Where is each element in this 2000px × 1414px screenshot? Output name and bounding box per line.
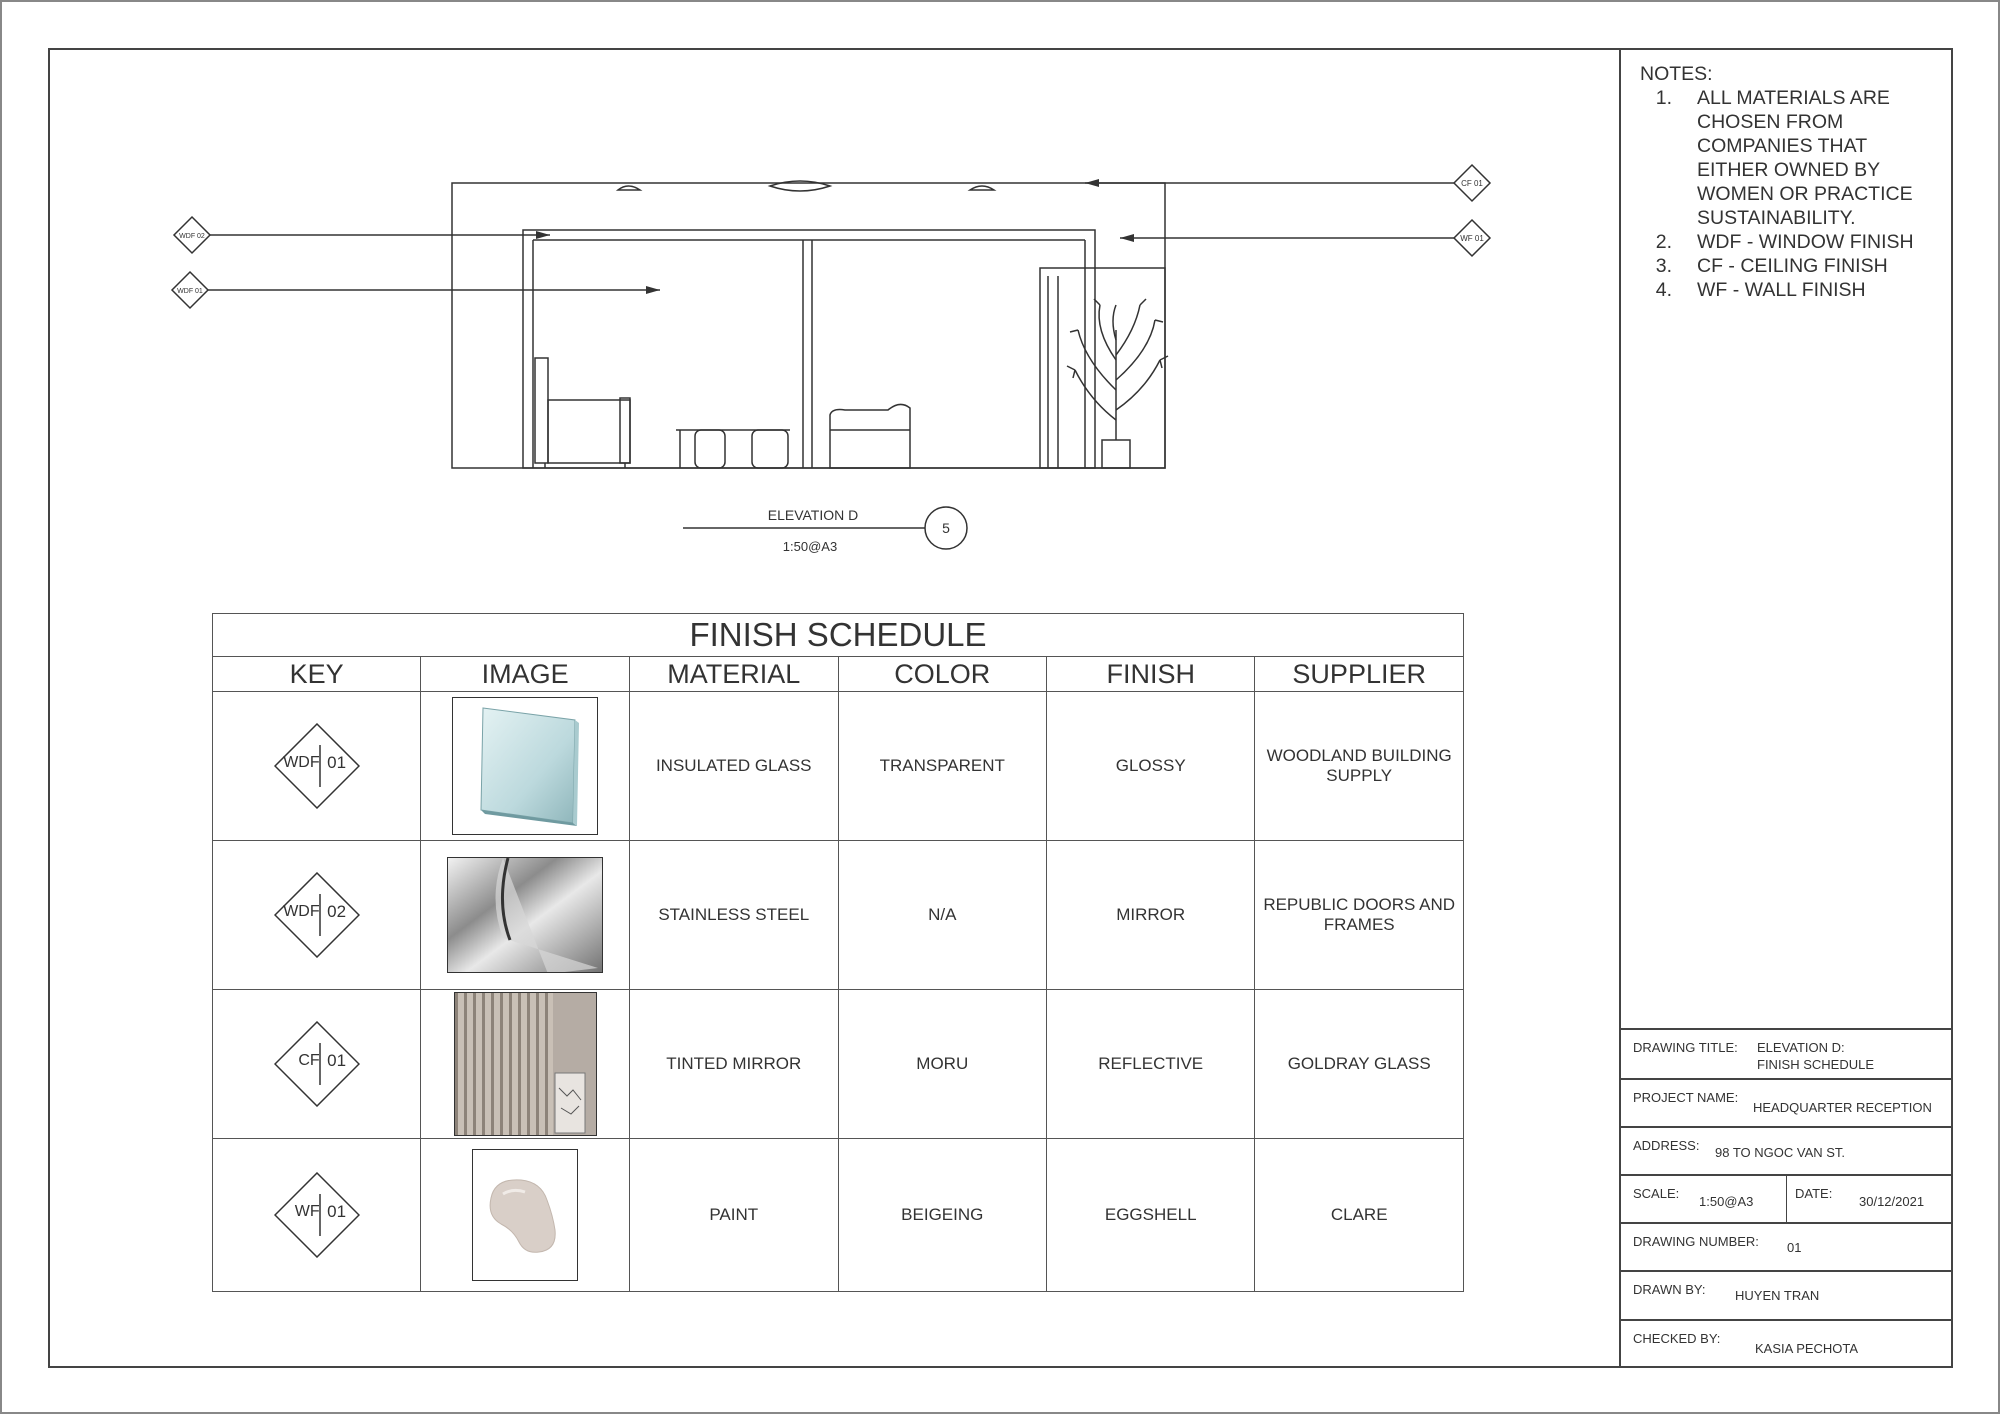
supplier-cell: GOLDRAY GLASS: [1255, 990, 1464, 1139]
finish-cell: EGGSHELL: [1047, 1139, 1255, 1292]
header-color: COLOR: [838, 657, 1047, 692]
note-item: [1640, 254, 1940, 278]
date-value: 30/12/2021: [1859, 1194, 1925, 1209]
key-prefix: WDF: [283, 754, 320, 771]
elevation-scale: 1:50@A3: [782, 539, 838, 554]
key-prefix: WF: [294, 1203, 320, 1220]
project-name-value: HEADQUARTER RECEPTION: [1753, 1100, 1932, 1115]
material-cell: PAINT: [629, 1139, 838, 1292]
note-number: 1.: [1655, 87, 1672, 109]
drawn-by-value: HUYEN TRAN: [1735, 1288, 1820, 1303]
material-cell: TINTED MIRROR: [629, 990, 838, 1139]
address-value: 98 TO NGOC VAN ST.: [1715, 1145, 1846, 1160]
armchair-seat: [548, 400, 630, 463]
drawing-number-value: 01: [1787, 1240, 1802, 1255]
title-block-drawn-by: [1619, 1270, 1953, 1319]
header-image: IMAGE: [421, 657, 630, 692]
title-block-project-name: [1619, 1078, 1953, 1126]
color-cell: BEIGEING: [838, 1139, 1047, 1292]
note-item: [1640, 278, 1940, 302]
address-label: ADDRESS:: [1633, 1138, 1700, 1153]
tag-wdf02-label: WDF 02: [179, 233, 205, 240]
note-item: [1640, 230, 1940, 254]
note-text: WF - WALL FINISH: [1697, 279, 1866, 301]
key-badge: [274, 872, 360, 958]
stool: [752, 430, 788, 468]
finish-cell: MIRROR: [1047, 841, 1255, 990]
material-cell: STAINLESS STEEL: [629, 841, 838, 990]
note-text: WDF - WINDOW FINISH: [1697, 231, 1914, 253]
table-row: [213, 692, 1464, 841]
key-badge: [274, 723, 360, 809]
stool: [695, 430, 725, 468]
drawing-title-line1: ELEVATION D:: [1757, 1040, 1845, 1055]
schedule-header-row: [213, 657, 1464, 692]
note-item: [1640, 86, 1940, 230]
key-number: 02: [327, 902, 347, 921]
finish-cell: REFLECTIVE: [1047, 990, 1255, 1139]
material-cell: INSULATED GLASS: [629, 692, 838, 841]
image-cell: [421, 990, 630, 1139]
color-cell: TRANSPARENT: [838, 692, 1047, 841]
header-material: MATERIAL: [629, 657, 838, 692]
image-cell: [421, 841, 630, 990]
key-cell: [213, 990, 421, 1139]
key-badge: [274, 1172, 360, 1258]
insulated-glass-swatch: [452, 697, 598, 835]
window-frame: [523, 230, 1095, 468]
table-row: [213, 841, 1464, 990]
key-cell: [213, 841, 421, 990]
tag-cf01-label: CF 01: [1461, 179, 1483, 188]
notes-list: [1640, 86, 1940, 302]
supplier-cell: CLARE: [1255, 1139, 1464, 1292]
key-number: 01: [327, 1202, 347, 1221]
elevation-number: 5: [942, 520, 950, 536]
header-finish: FINISH: [1047, 657, 1255, 692]
drawing-number-label: DRAWING NUMBER:: [1633, 1234, 1759, 1249]
image-cell: [421, 1139, 630, 1292]
supplier-cell: REPUBLIC DOORS AND FRAMES: [1255, 841, 1464, 990]
scale-value: 1:50@A3: [1699, 1194, 1754, 1209]
title-block-checked-by: [1619, 1319, 1953, 1368]
finish-schedule-table: [212, 613, 1464, 1292]
key-number: 01: [327, 1051, 347, 1070]
color-cell: N/A: [838, 841, 1047, 990]
sofa: [830, 404, 910, 468]
key-prefix: CF: [298, 1052, 320, 1069]
title-block-scale-date: [1619, 1174, 1953, 1222]
project-name-label: PROJECT NAME:: [1633, 1090, 1739, 1105]
image-cell: [421, 692, 630, 841]
note-text: CF - CEILING FINISH: [1697, 255, 1888, 277]
notes-panel: [1640, 62, 1940, 302]
downlight-right: [970, 186, 994, 190]
header-key: KEY: [213, 657, 421, 692]
tag-wf01-label: WF 01: [1460, 234, 1484, 243]
table-row: [213, 1139, 1464, 1292]
tag-wdf01-label: WDF 01: [177, 288, 203, 295]
key-prefix: WDF: [283, 903, 320, 920]
title-block-drawing-title: [1619, 1028, 1953, 1078]
note-number: 3.: [1655, 255, 1672, 277]
stainless-steel-swatch: [447, 857, 603, 973]
armchair-back: [535, 358, 548, 463]
schedule-title: FINISH SCHEDULE: [213, 614, 1464, 657]
key-cell: [213, 692, 421, 841]
drawn-by-label: DRAWN BY:: [1633, 1282, 1706, 1297]
notes-heading: NOTES:: [1640, 63, 1713, 85]
scale-date-divider: [1786, 1176, 1787, 1224]
drawing-title-label: DRAWING TITLE:: [1633, 1040, 1738, 1055]
scale-label: SCALE:: [1633, 1186, 1680, 1201]
key-cell: [213, 1139, 421, 1292]
table-row: [213, 990, 1464, 1139]
finish-cell: GLOSSY: [1047, 692, 1255, 841]
key-badge: [274, 1021, 360, 1107]
checked-by-label: CHECKED BY:: [1633, 1331, 1721, 1346]
color-cell: MORU: [838, 990, 1047, 1139]
date-label: DATE:: [1795, 1186, 1833, 1201]
drawing-title-line2: FINISH SCHEDULE: [1757, 1057, 1875, 1072]
header-supplier: SUPPLIER: [1255, 657, 1464, 692]
key-number: 01: [327, 753, 347, 772]
note-text: ALL MATERIALS ARE CHOSEN FROM COMPANIES THAT EITHER OWNED BY WOMEN OR PRACTICE SUSTAINABILITY.: [1697, 87, 1913, 229]
elevation-drawing: [0, 0, 1619, 600]
title-block-drawing-number: [1619, 1222, 1953, 1270]
note-number: 2.: [1655, 231, 1672, 253]
supplier-cell: WOODLAND BUILDING SUPPLY: [1255, 692, 1464, 841]
elevation-title: ELEVATION D: [767, 507, 859, 523]
paint-swatch: [472, 1149, 578, 1281]
note-number: 4.: [1655, 279, 1672, 301]
downlight-left: [618, 186, 640, 190]
title-block-address: [1619, 1126, 1953, 1174]
tinted-mirror-swatch: [454, 992, 597, 1136]
plant-foliage: [1067, 299, 1168, 440]
plant-pot: [1102, 440, 1130, 468]
checked-by-value: KASIA PECHOTA: [1755, 1341, 1859, 1356]
